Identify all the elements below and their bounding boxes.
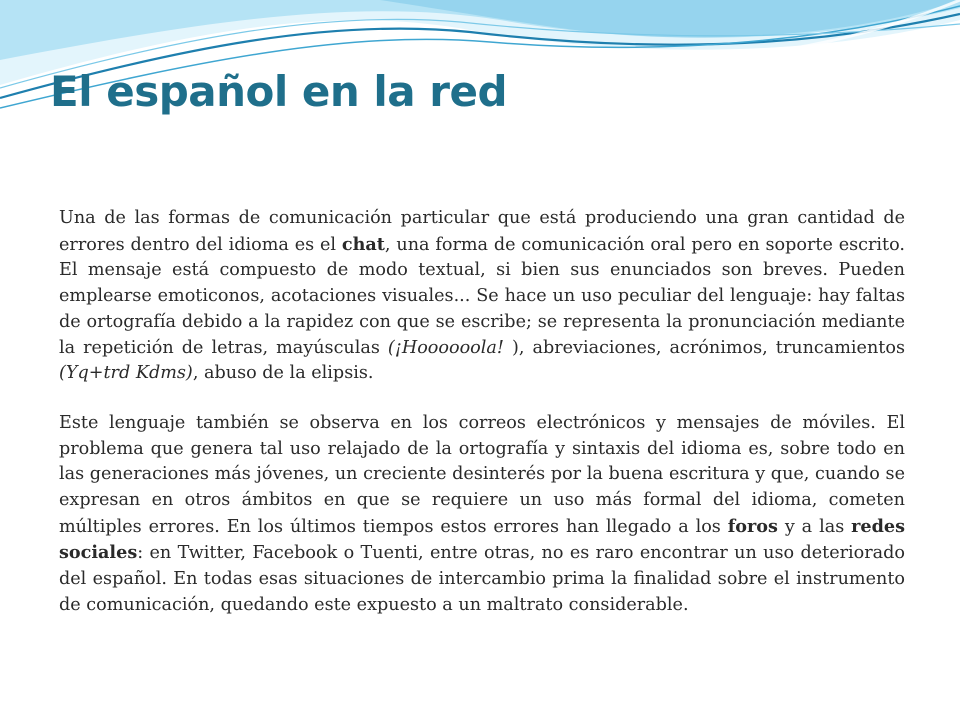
paragraph-text: , abuso de la elipsis. — [192, 363, 374, 384]
paragraph-chat — [59, 206, 905, 387]
italic-example-truncation: (Yq+trd Kdms) — [59, 363, 193, 384]
slide-body — [59, 206, 905, 619]
paragraph-text: ), abreviaciones, acrónimos, truncamientos — [503, 337, 905, 358]
italic-example-uppercase: (¡Hoooooola! — [387, 337, 504, 358]
paragraph-text: Una de las formas de comunicación particular que está produciendo una gran cantidad de errores dentro del idioma es el — [59, 208, 905, 255]
slide-title: El español en la red — [50, 67, 508, 116]
bold-term-forums: foros — [727, 515, 778, 537]
bold-term-social-networks: redes sociales — [59, 515, 905, 564]
bold-term-chat: chat — [341, 233, 385, 255]
paragraph-text: y a las — [777, 516, 852, 537]
paragraph-email-social — [59, 411, 905, 619]
paragraph-text: , una forma de comunicación oral pero en soporte escrito. El mensaje está compuesto de modo textual, si bien sus enunciados son breves. Pueden emplearse emoticonos, acotaciones visuales... Se hace un uso peculiar del lenguaje: hay faltas de ortografía debido a la rapidez con que se escribe; se representa la pronunciación mediante la repetición de letras, mayúsculas — [59, 234, 905, 358]
paragraph-text: Este lenguaje también se observa en los correos electrónicos y mensajes de móviles. El problema que genera tal uso relajado de la ortografía y sintaxis del idioma es, sobre todo en las generaciones más jóvenes, un creciente desinterés por la buena escritura y que, cuando se expresan en otros ámbitos en que se requiere un uso más formal del idioma, cometen múltiples errores. En los últimos tiempos estos errores han llegado a los — [59, 412, 905, 537]
paragraph-text: : en Twitter, Facebook o Tuenti, entre otras, no es raro encontrar un uso deteriorado del español. En todas esas situaciones de intercambio prima la finalidad sobre el instrumento de comunicación, quedando este expuesto a un maltrato considerable. — [59, 543, 905, 615]
